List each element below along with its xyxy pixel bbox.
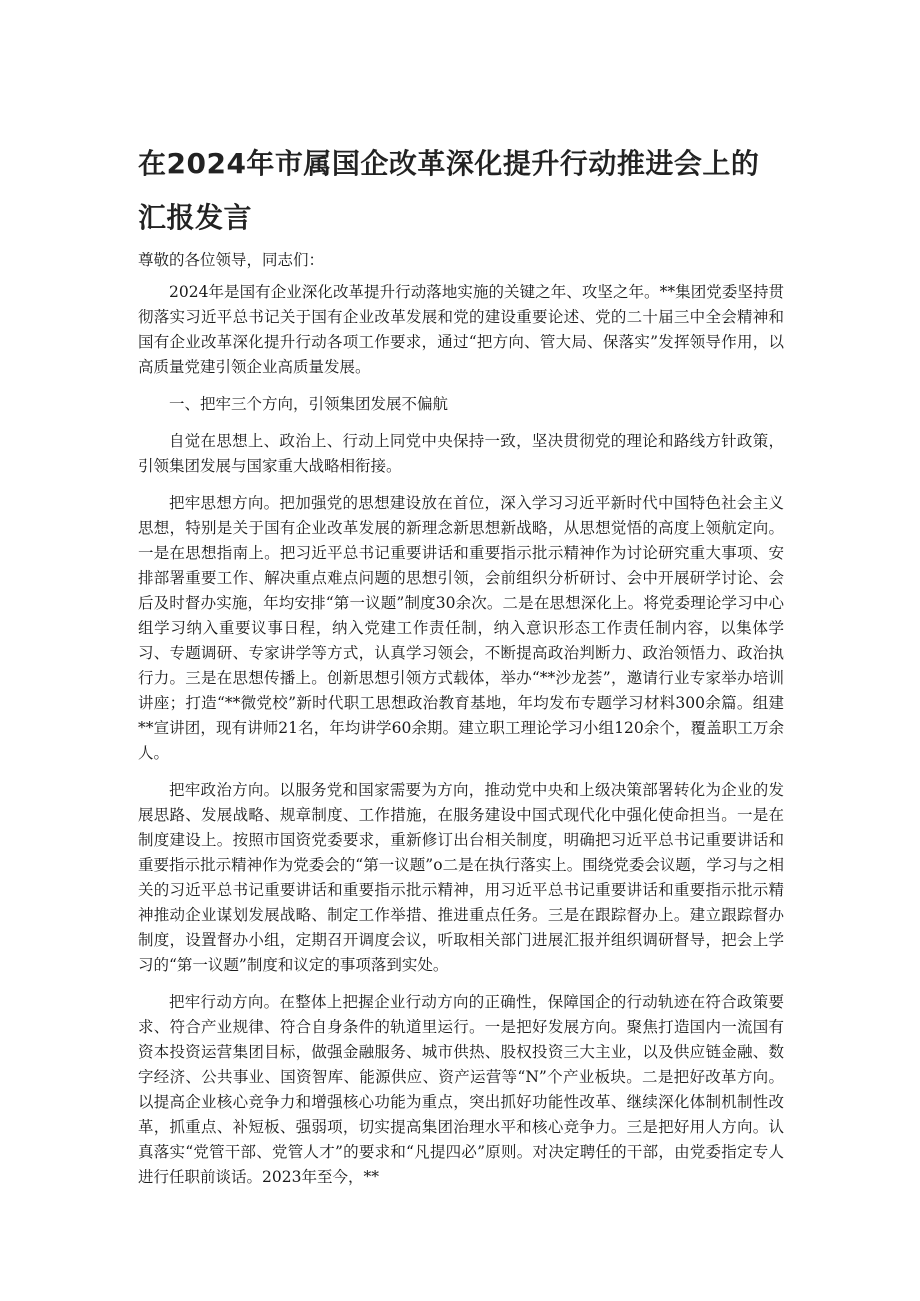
salutation: 尊敬的各位领导，同志们： [138,251,325,269]
section-heading: 一、把牢三个方向，引领集团发展不偏航 [169,395,449,413]
action-direction-paragraph: 把牢行动方向。在整体上把握企业行动方向的正确性，保障国企的行动轨迹在符合政策要求、符合产业规律、符合自身条件的轨道里运行。一是把好发展方向。聚焦打造国内一流国有资本投资运营集团目标，做强金融服务、城市供热、股权投资三大主业，以及供应链金融、数字经济、公共事业、国资智库、能源供应、资产运营等“N”个产业板块。二是把好改革方向。以提高企业核心竞争力和增强核心功能为重点，突出抓好功能性改革、继续深化体制机制性改革，抓重点、补短板、强弱项，切实提高集团治理水平和核心竞争力。三是把好用人方向。认真落实“党管干部、党管人才”的要求和“凡提四必”原则。对决定聘任的干部，由党委指定专人进行任职前谈话。2023年至今，** [138,993,784,1186]
thought-direction-paragraph: 把牢思想方向。把加强党的思想建设放在首位，深入学习习近平新时代中国特色社会主义思想，特别是关于国有企业改革发展的新理念新思想新战略，从思想觉悟的高度上领航定向。一是在思想指南上。把习近平总书记重要讲话和重要指示批示精神作为讨论研究重大事项、安排部署重要工作、解决重点难点问题的思想引领，会前组织分析研讨、会中开展研学讨论、会后及时督办实施，年均安排“第一议题”制度30余次。二是在思想深化上。将党委理论学习中心组学习纳入重要议事日程，纳入党建工作责任制，纳入意识形态工作责任制内容，以集体学习、专题调研、专家讲学等方式，认真学习领会，不断提高政治判断力、政治领悟力、政治执行力。三是在思想传播上。创新思想引领方式载体，举办“**沙龙荟”，邀请行业专家举办培训讲座；打造“**微党校”新时代职工思想政治教育基地，年均发布专题学习材料300余篇。组建**宣讲团，现有讲师21名，年均讲学60余期。建立职工理论学习小组120余个，覆盖职工万余人。 [138,494,784,762]
section-lead-paragraph: 自觉在思想上、政治上、行动上同党中央保持一致，坚决贯彻党的理论和路线方针政策，引领集团发展与国家重大战略相衔接。 [138,432,784,475]
document-body [138,248,784,1190]
intro-paragraph: 2024年是国有企业深化改革提升行动落地实施的关键之年、攻坚之年。**集团党委坚持贯彻落实习近平总书记关于国有企业改革发展和党的建设重要论述、党的二十届三中全会精神和国有企业改革深化提升行动各项工作要求，通过“把方向、管大局、保落实”发挥领导作用，以高质量党建引领企业高质量发展。 [138,283,784,376]
document-title: 在2024年市属国企改革深化提升行动推进会上的汇报发言 [138,147,760,234]
political-direction-paragraph: 把牢政治方向。以服务党和国家需要为方向，推动党中央和上级决策部署转化为企业的发展思路、发展战略、规章制度、工作措施，在服务建设中国式现代化中强化使命担当。一是在制度建设上。按照市国资党委要求，重新修订出台相关制度，明确把习近平总书记重要讲话和重要指示批示精神作为党委会的“第一议题”o二是在执行落实上。围绕党委会议题，学习与之相关的习近平总书记重要讲话和重要指示批示精神，用习近平总书记重要讲话和重要指示批示精神推动企业谋划发展战略、制定工作举措、推进重点任务。三是在跟踪督办上。建立跟踪督办制度，设置督办小组，定期召开调度会议，听取相关部门进展汇报并组织调研督导，把会上学习的“第一议题”制度和议定的事项落到实处。 [138,781,784,974]
